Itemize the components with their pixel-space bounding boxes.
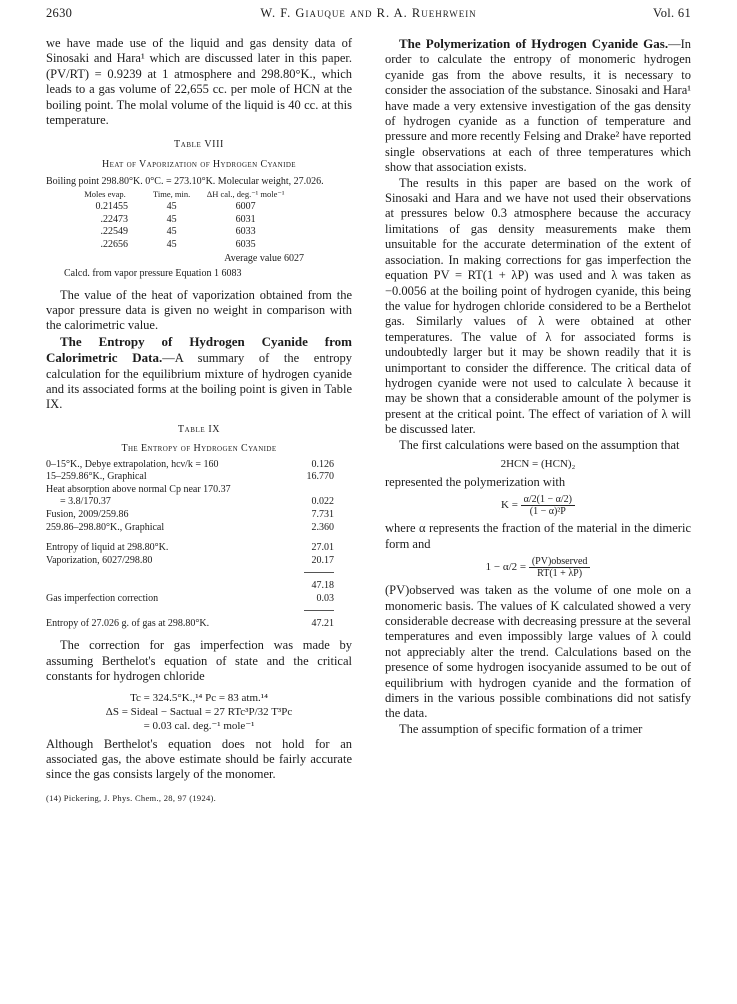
table-cell <box>296 484 346 497</box>
table-cell: 45 <box>166 201 177 213</box>
equation-lhs: 1 − α/2 = <box>485 561 527 574</box>
equation-dimerization: 2HCN = (HCN)₂ <box>500 457 576 470</box>
table-cell: 6033 <box>235 226 256 238</box>
paragraph: represented the polymerization with <box>385 474 566 489</box>
table-cell: 6007 <box>235 201 256 213</box>
table-row <box>46 567 346 580</box>
sum-rule <box>296 605 346 618</box>
table-row <box>64 226 294 239</box>
fraction-denominator: RT(1 + λP) <box>537 568 583 580</box>
table-row <box>46 534 346 555</box>
table9-title: The Entropy of Hydrogen Cyanide <box>121 443 277 455</box>
table-cell: 47.18 <box>311 580 334 592</box>
section-paragraph <box>46 334 352 413</box>
equation-value: = 0.03 cal. deg.⁻¹ mole⁻¹ <box>143 719 255 732</box>
paragraph: Although Berthelot's equation does not hold for an associated gas, the above estimate should be fairly accurate since the gas consists largely of the monomer. <box>46 736 352 782</box>
table-row <box>46 580 346 593</box>
table-row <box>46 605 346 618</box>
table-cell <box>46 580 296 593</box>
table-cell: 7.731 <box>311 509 334 521</box>
table-cell: Heat absorption above normal Cp near 170.37 <box>46 483 231 495</box>
equation-k <box>385 494 691 517</box>
table-cell: Entropy of liquid at 298.80°K. <box>46 542 169 554</box>
table-row <box>46 496 346 509</box>
table8-header: Moles evap. <box>84 189 126 200</box>
table-cell: 45 <box>166 213 177 225</box>
table-row <box>46 593 346 606</box>
table-cell: 45 <box>166 239 177 251</box>
footnote: (14) Pickering, J. Phys. Chem., 28, 97 (1924). <box>46 792 217 803</box>
table-cell: Fusion, 2009/259.86 <box>46 509 129 521</box>
table-row <box>46 522 346 535</box>
table-cell: 6031 <box>235 213 256 225</box>
table8-header: ΔH cal., deg.⁻¹ mole⁻¹ <box>206 189 285 200</box>
table9-caption: Table IX <box>177 423 221 435</box>
paragraph: (PV)observed was taken as the volume of one mole on a monomeric basis. The values of K calculated showed a very considerable decrease with decreasing pressure at the several temperatures and even impossibly large values of λ could not appreciably alter the trend. Calculations based on the presence of some hydrogen isocyanide assumed to be out of equilibrium with hydrogen cyanide and the formation of dimers in the various possible combinations did not satisfy the data. <box>385 583 691 721</box>
page-number: 2630 <box>46 6 73 20</box>
running-authors: W. F. Giauque and R. A. Ruehrwein <box>260 6 477 20</box>
table-cell: Gas imperfection correction <box>46 592 159 604</box>
section-paragraph <box>385 36 691 176</box>
table-cell: 0.022 <box>311 496 334 508</box>
table-cell: 0–15°K., Debye extrapolation, hcν/k = 160 <box>46 458 219 470</box>
table-row <box>64 201 294 214</box>
intro-paragraph: we have made use of the liquid and gas density data of Sinosaki and Hara¹ which are discussed later in this paper. (PV/RT) = 0.9239 at 1 atmosphere and 298.80°K., which leads to a gas volume of 22,655 cc. per mole of HCN at the boiling point. The molal volume of the liquid is 40 cc. at this temperature. <box>46 36 352 128</box>
equation-critical: Tc = 324.5°K.,¹⁴ Pc = 83 atm.¹⁴ <box>130 691 268 704</box>
table8-caption: Table VIII <box>174 139 224 151</box>
paragraph: where α represents the fraction of the material in the dimeric form and <box>385 521 691 551</box>
table-cell: 0.03 <box>316 592 334 604</box>
table-cell: 0.126 <box>311 458 334 470</box>
table-cell: 15–259.86°K., Graphical <box>46 471 147 483</box>
paragraph: The assumption of specific formation of a trimer <box>399 721 643 736</box>
table-cell: 27.01 <box>311 542 334 554</box>
fraction <box>521 494 575 517</box>
table8-title: Heat of Vaporization of Hydrogen Cyanide <box>102 158 296 170</box>
paragraph: The correction for gas imperfection was made by assuming Berthelot's equation of state and the critical constants for hydrogen chloride <box>46 638 352 684</box>
fraction-numerator: α/2(1 − α/2) <box>521 494 575 506</box>
table-cell: Entropy of 27.026 g. of gas at 298.80°K. <box>46 617 210 629</box>
sum-rule <box>296 567 346 580</box>
table8-average: Average value 6027 <box>224 252 304 264</box>
table-row <box>46 459 346 472</box>
left-column <box>46 36 352 806</box>
table-cell: .22473 <box>100 213 128 225</box>
table-row <box>64 214 294 227</box>
table-cell: 16.770 <box>306 471 334 483</box>
table-cell: = 3.8/170.37 <box>60 496 111 508</box>
table-cell: 47.21 <box>311 617 334 629</box>
paragraph-text: —A summary of the entropy calculation for the equilibrium mixture of hydrogen cyanide and its associated forms at the boiling point is given in Table IX. <box>46 351 352 412</box>
table9 <box>46 459 346 631</box>
section-heading: The Entropy of Hydrogen Cyanide from Calorimetric Data. <box>46 333 352 366</box>
table8-note: Boiling point 298.80°K. 0°C. = 273.10°K. Molecular weight, 27.026. <box>46 176 324 188</box>
table-cell: .22549 <box>100 226 128 238</box>
equation-lhs: K = <box>501 499 518 512</box>
fraction-denominator: (1 − α)²P <box>529 506 566 518</box>
table-row <box>64 239 294 252</box>
paragraph: The value of the heat of vaporization obtained from the vapor pressure data is given no weight in comparison with the calorimetric value. <box>46 287 352 333</box>
paragraph: The first calculations were based on the assumption that <box>399 437 680 452</box>
table-cell: 259.86–298.80°K., Graphical <box>46 521 165 533</box>
fraction-numerator: (PV)observed <box>529 556 591 568</box>
table8-header: Time, min. <box>152 189 191 200</box>
equation-alpha <box>385 556 691 579</box>
table-cell: 20.17 <box>311 554 334 566</box>
table-row <box>46 484 346 497</box>
fraction <box>529 556 591 579</box>
table-cell: 0.21455 <box>95 201 128 213</box>
section-heading: The Polymerization of Hydrogen Cyanide Gas. <box>399 36 669 51</box>
table-cell: .22656 <box>100 239 128 251</box>
right-column <box>385 36 691 737</box>
volume-number: Vol. 61 <box>653 6 691 20</box>
table-row <box>46 618 346 631</box>
table-cell: 2.360 <box>311 521 334 533</box>
table-row <box>46 509 346 522</box>
running-header <box>46 6 691 26</box>
table-cell: 45 <box>166 226 177 238</box>
table-row <box>46 555 346 568</box>
paragraph: The results in this paper are based on the work of Sinosaki and Hara and we have not used their observations at pressures below 0.3 atmosphere because the accuracy limitations of gas density measurements make them unsuitable for the accurate determination of the extent of association. In making corrections for gas imperfection the equation PV = RT(1 + λP) was used and λ was taken as −0.0056 at the boiling point of hydrogen cyanide, this being the value for hydrogen chloride considered to be a Berthelot gas. Similarly values of λ were obtained at other temperatures. The value of λ for associated forms is undoubtedly larger but it may be shown readily that it is unimportant to consider the difference. The critical data of hydrogen cyanide were not used to calculate λ because it may be shown that a considerable amount of the polymer is present at the critical point. The effect of variation of λ will be discussed later. <box>385 175 691 437</box>
table-cell: 6035 <box>235 239 256 251</box>
table8-calculated: Calcd. from vapor pressure Equation 1 6083 <box>64 267 242 279</box>
table-row <box>46 471 346 484</box>
equation-entropy: ΔS = Sideal − Sactual = 27 RTc³P/32 T³Pc <box>105 705 293 718</box>
table-cell: Vaporization, 6027/298.80 <box>46 554 153 566</box>
table8 <box>64 188 294 251</box>
paragraph-text: —In order to calculate the entropy of monomeric hydrogen cyanide gas from the above results, it is necessary to consider the association of the substance. Sinosaki and Hara¹ have made a very extensive investigation of the gas density of hydrogen cyanide as a function of temperature and pressure and more recently Felsing and Drake² have reported single observations at each of three temperatures which show that association exists. <box>385 37 691 175</box>
